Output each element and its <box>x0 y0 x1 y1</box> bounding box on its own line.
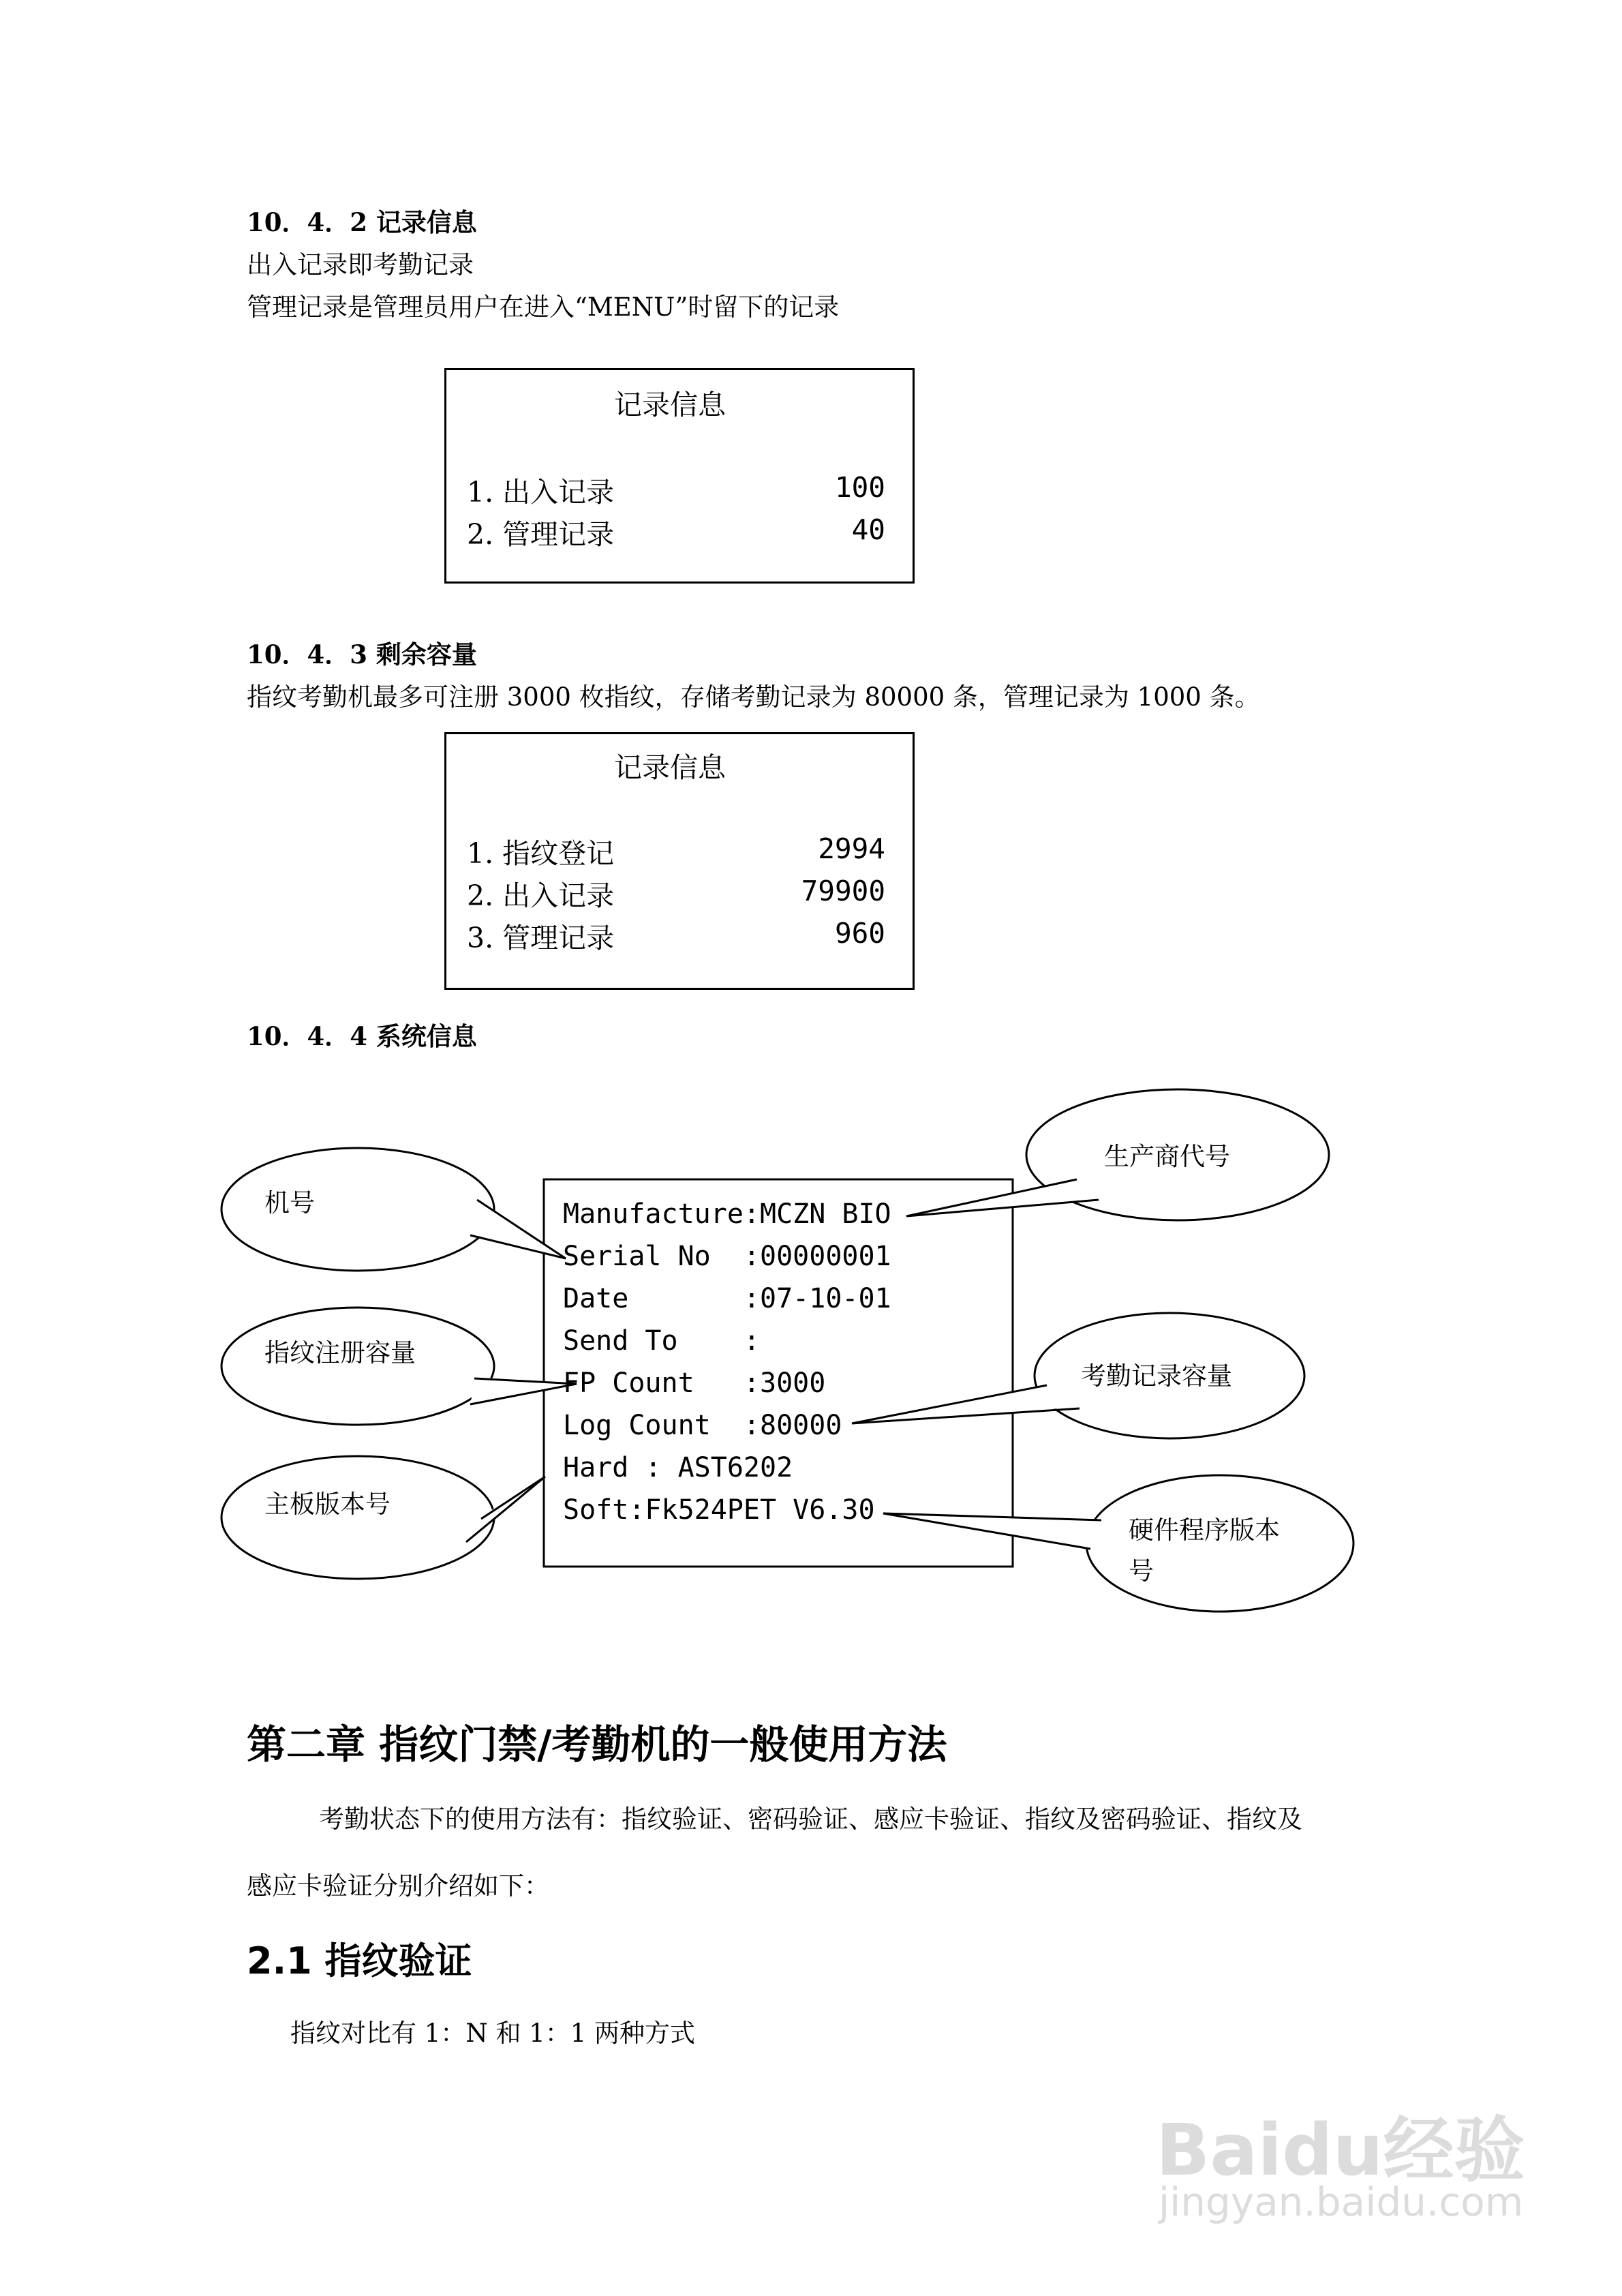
chapter-intro-line2: 感应卡验证分别介绍如下： <box>247 1871 549 1901</box>
paragraph-line: 指纹考勤机最多可注册 3000 枚指纹，存储考勤记录为 80000 条，管理记录为 1000 条。 <box>247 682 1260 712</box>
screen-row-value: 2994 <box>818 832 885 865</box>
screen-title: 记录信息 <box>614 751 726 784</box>
screen-line-manufacture: Manufacture:MCZN BIO <box>563 1198 891 1230</box>
watermark-logo: Baidu经验 <box>1156 2109 1525 2192</box>
screen-row-value: 960 <box>834 917 885 950</box>
paragraph-line: 管理记录是管理员用户在进入“MENU”时留下的记录 <box>247 292 840 322</box>
screen-line-fp-count: FP Count :3000 <box>563 1368 826 1399</box>
watermark-url: jingyan.baidu.com <box>1159 2179 1524 2225</box>
callout-log-capacity: 考勤记录容量 <box>1081 1361 1232 1391</box>
screen-line-date: Date :07-10-01 <box>563 1283 891 1314</box>
screen-row-label: 1. 出入记录 <box>467 476 615 509</box>
screen-row-value: 100 <box>834 471 885 504</box>
screen-line-send-to: Send To : <box>563 1325 760 1357</box>
callout-firmware-version-line1: 硬件程序版本 <box>1129 1515 1280 1545</box>
callout-ellipse-machine-no <box>221 1148 494 1271</box>
subsection-text: 指纹对比有 1：N 和 1：1 两种方式 <box>290 2019 696 2048</box>
screen-row-label: 2. 出入记录 <box>467 879 615 912</box>
screen-row-label: 1. 指纹登记 <box>467 837 615 870</box>
chapter-intro-line1: 考勤状态下的使用方法有：指纹验证、密码验证、感应卡验证、指纹及密码验证、指纹及 <box>319 1804 1302 1834</box>
paragraph-line: 出入记录即考勤记录 <box>247 250 474 280</box>
screen-row-value: 40 <box>851 513 885 546</box>
section-heading-1044: 10．4．4 系统信息 <box>247 1021 477 1051</box>
screen-row-label: 2. 管理记录 <box>467 518 615 551</box>
screen-title: 记录信息 <box>614 389 726 421</box>
screen-line-serial: Serial No :00000001 <box>563 1241 891 1272</box>
screen-row-value: 79900 <box>801 875 885 907</box>
subsection-title: 2.1 指纹验证 <box>247 1939 472 1982</box>
callout-manufacturer-code: 生产商代号 <box>1104 1142 1230 1171</box>
screen-line-hard: Hard : AST6202 <box>563 1452 793 1483</box>
callout-board-version: 主板版本号 <box>264 1490 391 1519</box>
section-heading-1042: 10．4．2 记录信息 <box>247 207 477 237</box>
screen-row-label: 3. 管理记录 <box>467 922 615 954</box>
screen-line-soft: Soft:Fk524PET V6.30 <box>563 1494 875 1526</box>
callout-fp-capacity: 指纹注册容量 <box>264 1338 416 1368</box>
callout-firmware-version-line2: 号 <box>1129 1556 1154 1586</box>
screen-line-log-count: Log Count :80000 <box>563 1410 842 1441</box>
section-heading-1043: 10．4．3 剩余容量 <box>247 639 477 669</box>
callout-machine-no: 机号 <box>264 1188 315 1218</box>
chapter-title: 第二章 指纹门禁/考勤机的一般使用方法 <box>247 1721 947 1768</box>
